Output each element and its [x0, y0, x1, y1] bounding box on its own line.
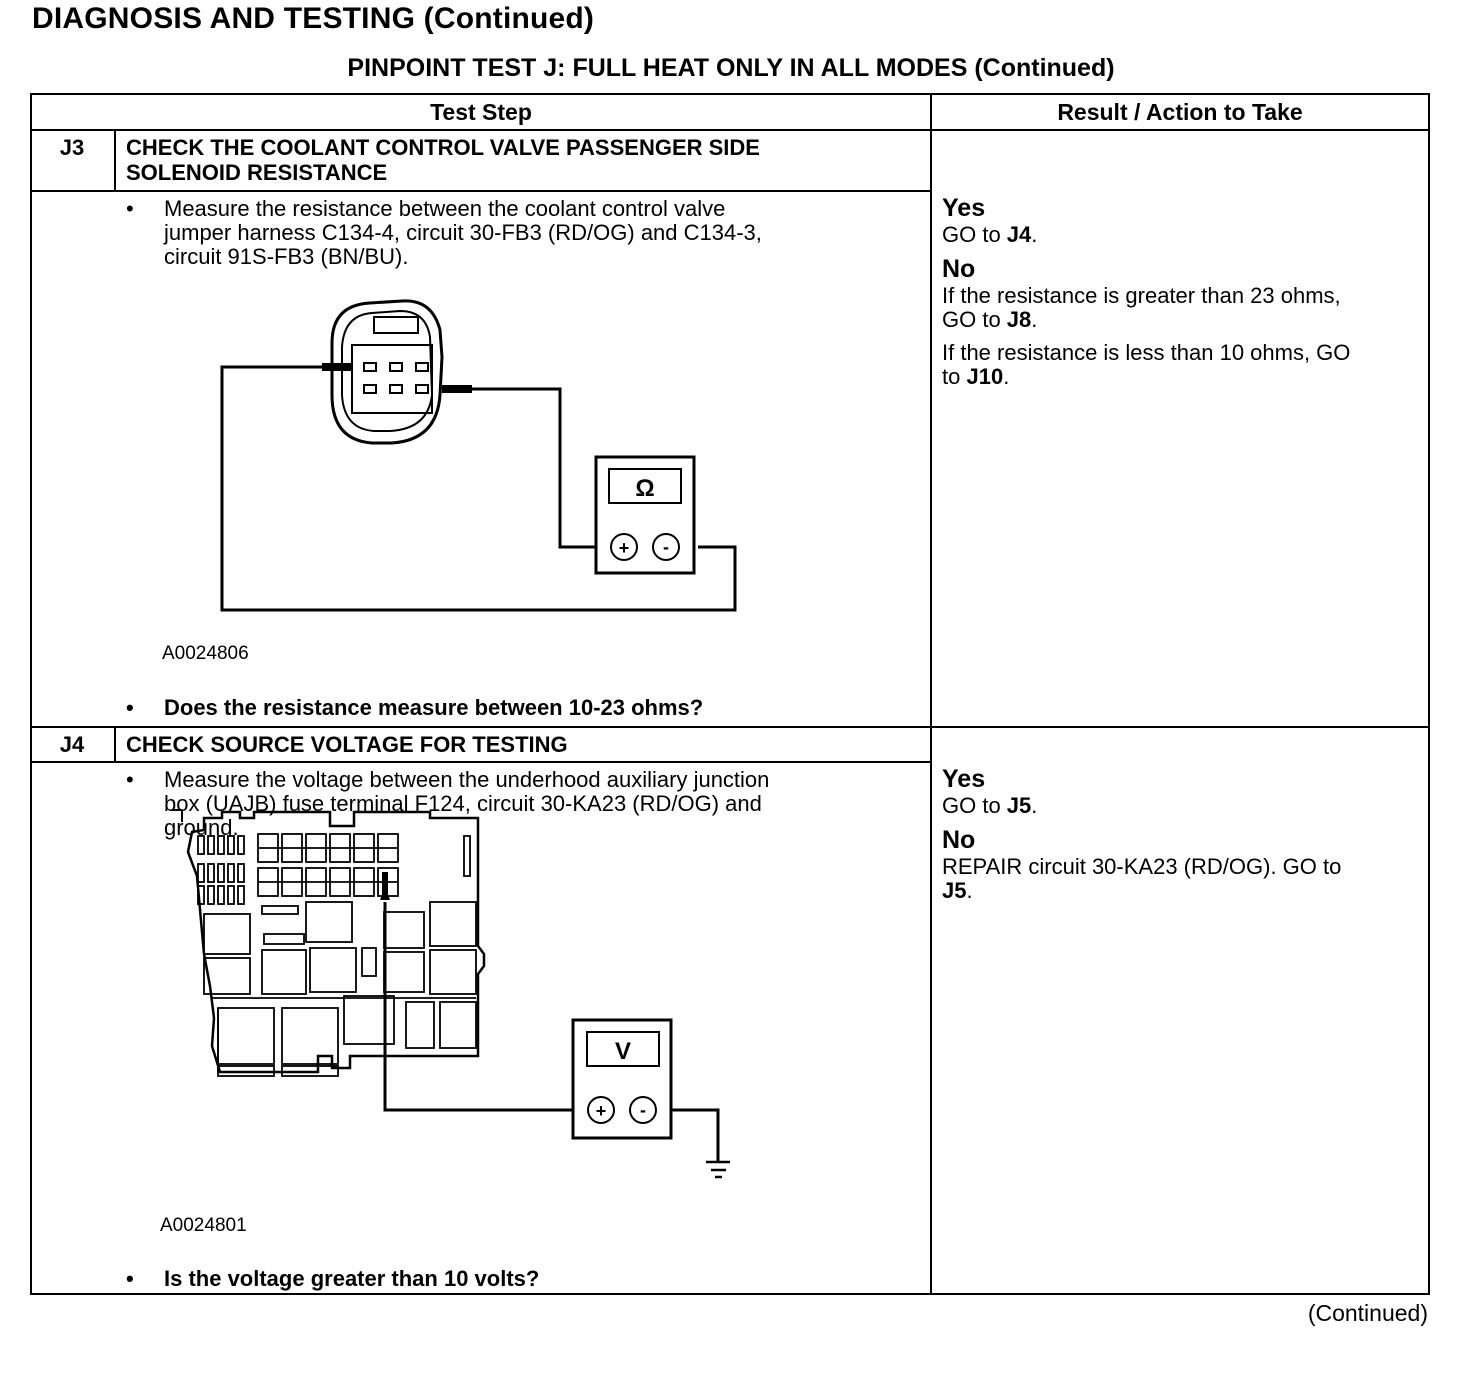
connector-latch — [374, 317, 418, 333]
step-title-j3: CHECK THE COOLANT CONTROL VALVE PASSENGER SIDE SOLENOID RESISTANCE — [126, 135, 760, 185]
result-yes-text-j4: GO to J5. — [942, 793, 1038, 818]
question-j4: • Is the voltage greater than 10 volts? — [126, 1266, 540, 1291]
pin-5 — [390, 385, 402, 393]
continued-label: (Continued) — [1307, 1300, 1428, 1326]
step-id-j4: J4 — [59, 732, 85, 757]
pin-3 — [416, 363, 428, 371]
column-header-test-step: Test Step — [430, 99, 532, 125]
ohm-symbol: Ω — [635, 475, 655, 502]
result-yes-label-j4: Yes — [942, 765, 986, 793]
column-divider — [930, 95, 932, 1295]
svg-text:+: + — [618, 538, 630, 558]
result-no-text-j4: REPAIR circuit 30-KA23 (RD/OG). GO to J5. — [942, 854, 1342, 903]
figure-id-j4: A0024801 — [160, 1215, 247, 1236]
pin-2 — [390, 363, 402, 371]
step-id-j3: J3 — [59, 135, 85, 160]
instruction-j4: • Measure the voltage between the underhood auxiliary junction box (UAJB) fuse terminal F124, circuit 30-KA23 (RD/OG) and ground. — [126, 767, 770, 840]
result-no-b-j3: If the resistance is less than 10 ohms, GO to J10. — [942, 340, 1351, 389]
result-no-label-j4: No — [942, 826, 976, 854]
instruction-j3: • Measure the resistance between the coolant control valve jumper harness C134-4, circuit 30-FB3 (RD/OG) and C134-3, circuit 91S-FB3 (BN/BU). — [126, 196, 762, 269]
probe-right — [442, 385, 472, 393]
pinpoint-test-table — [30, 93, 1430, 1295]
volt-symbol: V — [614, 1038, 632, 1065]
ground-symbol — [706, 1162, 730, 1177]
result-yes-text-j3: GO to J4. — [942, 222, 1038, 247]
svg-text:-: - — [663, 537, 669, 557]
wire-positive — [472, 389, 612, 547]
column-header-result: Result / Action to Take — [1057, 99, 1303, 125]
relay-blocks — [212, 902, 476, 1076]
diagram-connector-ohmmeter — [32, 95, 930, 726]
pin-4 — [364, 385, 376, 393]
fuse-grid — [258, 834, 470, 896]
step-title-j4: CHECK SOURCE VOLTAGE FOR TESTING — [126, 732, 568, 757]
pin-1 — [364, 363, 376, 371]
result-yes-label-j3: Yes — [942, 194, 986, 222]
test-title: PINPOINT TEST J: FULL HEAT ONLY IN ALL MODES (Continued) — [347, 54, 1115, 82]
page-heading: DIAGNOSIS AND TESTING (Continued) — [32, 2, 595, 35]
svg-text:-: - — [640, 1100, 646, 1120]
wire-positive-j4 — [385, 902, 583, 1110]
question-j3: • Does the resistance measure between 10-23 ohms? — [126, 695, 704, 720]
probe-left — [322, 363, 352, 371]
pin-6 — [416, 385, 428, 393]
svg-text:+: + — [595, 1101, 607, 1121]
figure-id-j3: A0024806 — [162, 643, 249, 664]
diagram-fusebox-voltmeter — [32, 726, 930, 1295]
wire-ground — [670, 1110, 718, 1162]
connector-face — [352, 345, 432, 413]
result-no-label-j3: No — [942, 255, 976, 283]
result-no-a-j3: If the resistance is greater than 23 ohms, GO to J8. — [942, 283, 1341, 332]
